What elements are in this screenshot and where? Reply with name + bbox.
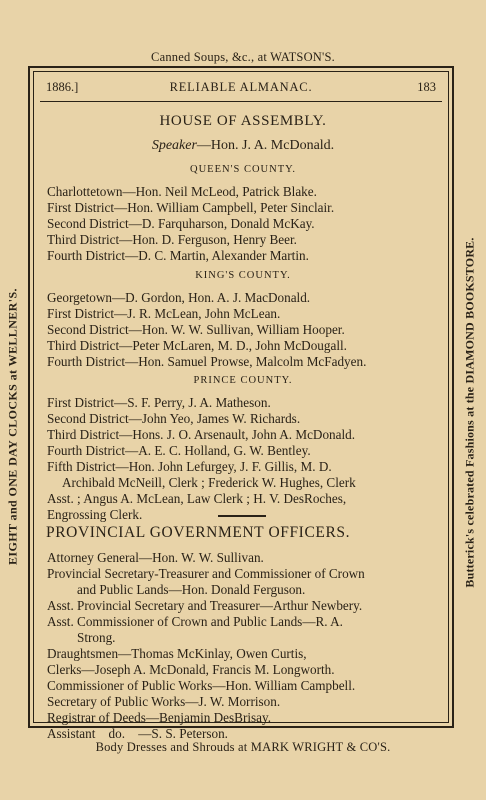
member-line: Third District—Hons. J. O. Arsenault, John A. McDonald.: [47, 427, 356, 442]
member-line: Georgetown—D. Gordon, Hon. A. J. MacDonald.: [47, 290, 311, 305]
officer-line: Clerks—Joseph A. McDonald, Francis M. Longworth.: [47, 662, 335, 677]
officer-line: Draughtsmen—Thomas McKinlay, Owen Curtis,: [47, 646, 307, 661]
prince-county-heading: PRINCE COUNTY.: [193, 375, 293, 386]
clerks-line: Engrossing Clerk.: [47, 507, 143, 522]
assembly-title: HOUSE OF ASSEMBLY.: [159, 113, 327, 129]
member-line: Fourth District—A. E. C. Holland, G. W. Bentley.: [47, 443, 311, 458]
officer-line: Provincial Secretary-Treasurer and Commissioner of Crown: [47, 566, 365, 581]
clerks-line: Archibald McNeill, Clerk ; Frederick W. Hughes, Clerk: [62, 475, 356, 490]
member-line: Second District—Hon. W. W. Sullivan, William Hooper.: [47, 322, 345, 337]
member-line: Fourth District—D. C. Martin, Alexander Martin.: [47, 248, 309, 263]
speaker-name: —Hon. J. A. McDonald.: [196, 138, 335, 153]
right-advertisement: Butterick's celebrated Fashions at the DIAMOND BOOKSTORE.: [462, 237, 477, 588]
officer-line: Asst. Provincial Secretary and Treasurer—Arthur Newbery.: [47, 598, 363, 613]
officer-line: Strong.: [77, 630, 116, 645]
queens-county-heading: QUEEN'S COUNTY.: [190, 164, 296, 175]
officer-line: Attorney General—Hon. W. W. Sullivan.: [47, 550, 264, 565]
top-advertisement: Canned Soups, &c., at WATSON'S.: [151, 50, 335, 64]
officer-line: Assistant do. —S. S. Peterson.: [47, 726, 228, 741]
member-line: First District—Hon. William Campbell, Peter Sinclair.: [47, 200, 335, 215]
member-line: Fifth District—Hon. John Lefurgey, J. F. Gillis, M. D.: [47, 459, 332, 474]
running-head-year: 1886.]: [46, 80, 79, 94]
officer-line: Asst. Commissioner of Crown and Public Lands—R. A.: [47, 614, 343, 629]
member-line: Fourth District—Hon. Samuel Prowse, Malcolm McFadyen.: [47, 354, 367, 369]
member-line: Charlottetown—Hon. Neil McLeod, Patrick Blake.: [47, 184, 317, 199]
member-line: Third District—Hon. D. Ferguson, Henry Beer.: [47, 232, 297, 247]
section-divider: [218, 515, 266, 517]
member-line: First District—S. F. Perry, J. A. Matheson.: [47, 395, 271, 410]
speaker-line: [0, 138, 486, 154]
officer-line: Registrar of Deeds—Benjamin DesBrisay.: [47, 710, 272, 725]
government-title: PROVINCIAL GOVERNMENT OFFICERS.: [46, 524, 351, 541]
member-line: First District—J. R. McLean, John McLean.: [47, 306, 281, 321]
page-number: 183: [417, 80, 436, 94]
officer-line: Secretary of Public Works—J. W. Morrison.: [47, 694, 281, 709]
bottom-advertisement: Body Dresses and Shrouds at MARK WRIGHT & CO'S.: [95, 740, 391, 754]
member-line: Second District—John Yeo, James W. Richards.: [47, 411, 301, 426]
member-line: Third District—Peter McLaren, M. D., John McDougall.: [47, 338, 347, 353]
kings-county-heading: KING'S COUNTY.: [195, 270, 291, 281]
speaker-label: Speaker: [151, 138, 197, 153]
clerks-line: Asst. ; Angus A. McLean, Law Clerk ; H. V. DesRoches,: [47, 491, 347, 506]
officer-line: and Public Lands—Hon. Donald Ferguson.: [77, 582, 306, 597]
member-line: Second District—D. Farquharson, Donald McKay.: [47, 216, 315, 231]
officer-line: Commissioner of Public Works—Hon. William Campbell.: [47, 678, 356, 693]
running-head-title: RELIABLE ALMANAC.: [169, 80, 313, 94]
left-advertisement: EIGHT and ONE DAY CLOCKS at WELLNER'S.: [5, 288, 20, 565]
